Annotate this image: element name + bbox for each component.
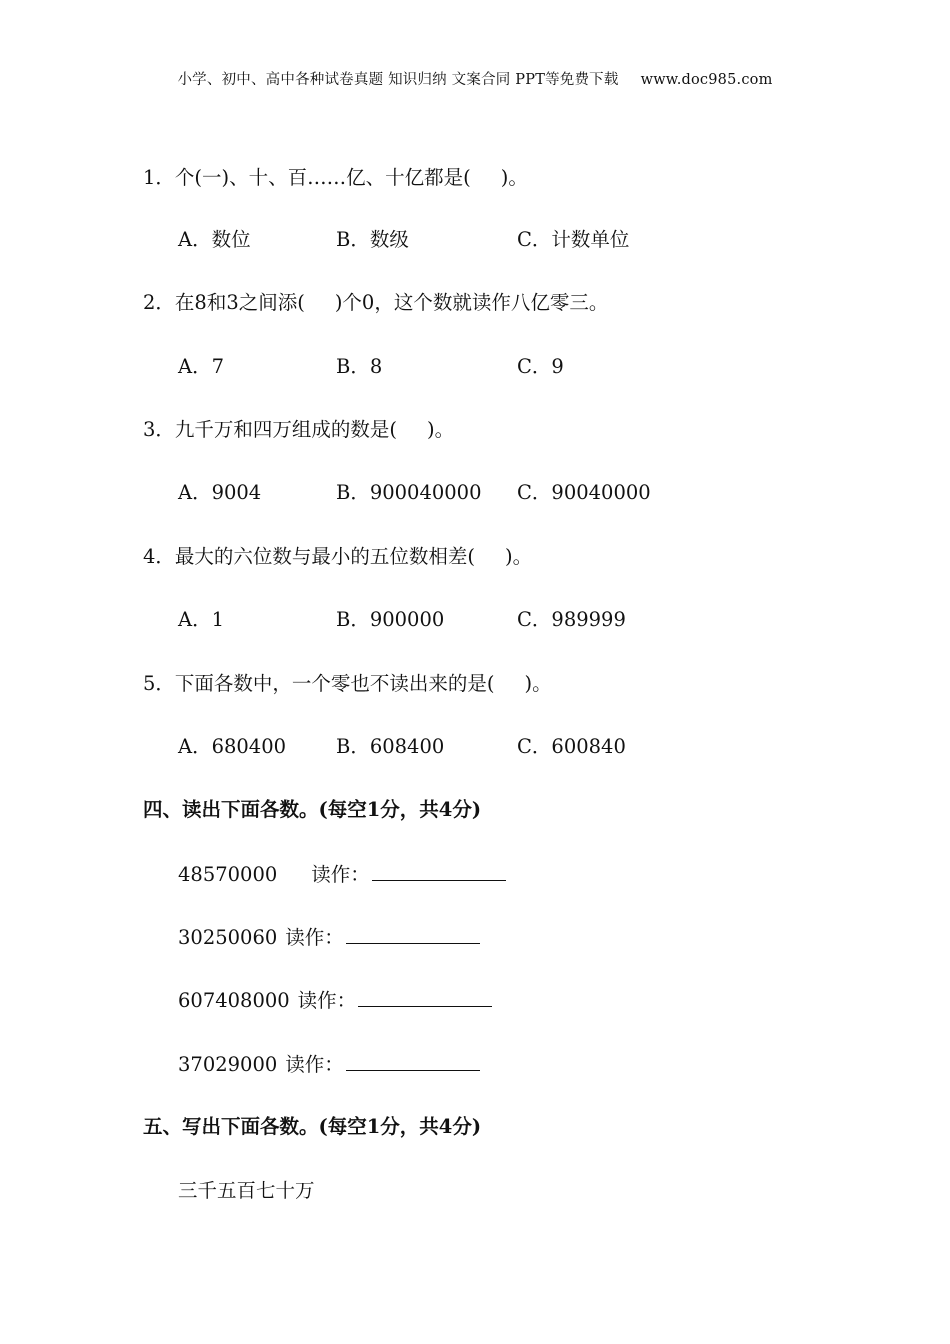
header-website: www.doc985.com — [640, 72, 773, 88]
option-a: A．7 — [178, 355, 224, 378]
read-item-3 — [178, 987, 492, 1014]
number: 30250060 — [178, 926, 278, 949]
read-label: 读作： — [311, 863, 370, 886]
option-c: C．989999 — [517, 608, 626, 631]
read-item-4 — [178, 1051, 480, 1078]
answer-blank[interactable] — [358, 987, 492, 1007]
option-b: B．8 — [336, 355, 383, 378]
page-header — [0, 68, 950, 89]
read-label: 读作： — [285, 1053, 344, 1076]
section-4-title: 四、读出下面各数。(每空1分，共4分) — [143, 798, 482, 821]
option-a: A．9004 — [178, 481, 262, 504]
question-4: 4．最大的六位数与最小的五位数相差( )。 — [143, 545, 533, 568]
number: 48570000 — [178, 863, 278, 886]
header-promo-text: 小学、初中、高中各种试卷真题 知识归纳 文案合同 PPT等免费下载 — [177, 72, 619, 88]
option-b: B．608400 — [336, 735, 445, 758]
read-item-2 — [178, 924, 480, 951]
number: 607408000 — [178, 989, 290, 1012]
option-a: A．数位 — [178, 228, 251, 251]
answer-blank[interactable] — [346, 1051, 480, 1071]
number: 37029000 — [178, 1053, 278, 1076]
question-2: 2．在8和3之间添( )个0，这个数就读作八亿零三。 — [143, 291, 609, 314]
read-label: 读作： — [297, 989, 357, 1012]
read-label: 读作： — [285, 926, 344, 949]
read-item-1 — [178, 861, 506, 888]
option-c: C．600840 — [517, 735, 626, 758]
question-5: 5．下面各数中，一个零也不读出来的是( )。 — [143, 672, 552, 695]
section-5-title: 五、写出下面各数。(每空1分，共4分) — [143, 1115, 482, 1138]
option-a: A．1 — [178, 608, 224, 631]
question-1: 1．个(一)、十、百……亿、十亿都是( )。 — [143, 166, 528, 189]
option-a: A．680400 — [178, 735, 287, 758]
option-b: B．数级 — [336, 228, 409, 251]
write-item-1: 三千五百七十万 — [178, 1179, 315, 1202]
option-b: B．900000 — [336, 608, 445, 631]
option-b: B．900040000 — [336, 481, 482, 504]
answer-blank[interactable] — [346, 924, 480, 944]
option-c: C．计数单位 — [517, 228, 630, 251]
option-c: C．9 — [517, 355, 564, 378]
question-3: 3．九千万和四万组成的数是( )。 — [143, 418, 455, 441]
option-c: C．90040000 — [517, 481, 651, 504]
answer-blank[interactable] — [372, 861, 506, 881]
